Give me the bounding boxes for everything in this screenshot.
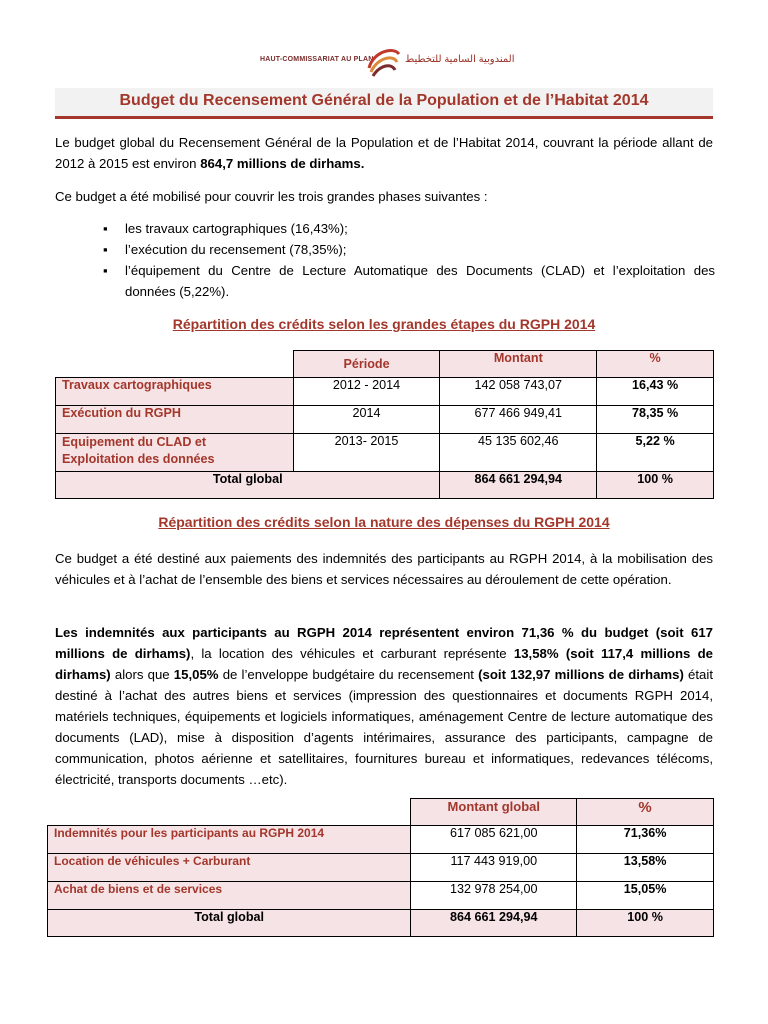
bullet-icon: ▪: [103, 263, 108, 278]
section2-paragraph-1: Ce budget a été destiné aux paiements des indemnités des participants au RGPH 2014, à la mobilisation des véhicules et à l’achat de l’ensemble des biens et services nécessaires au déroulement de cette opération.: [55, 551, 713, 587]
col-header-percent: %: [597, 351, 714, 378]
table-header-row: [48, 799, 714, 826]
table-row: [48, 826, 714, 854]
total-row: [48, 910, 714, 937]
total-row: [56, 472, 714, 499]
empty-cell: [56, 351, 294, 378]
row-label-line: Exploitation des données: [62, 452, 215, 466]
section2-heading: Répartition des crédits selon la nature des dépenses du RGPH 2014: [158, 514, 610, 530]
empty-cell: [48, 799, 411, 826]
table1-heading: Répartition des crédits selon les grandes étapes du RGPH 2014: [172, 316, 596, 332]
total-montant: 864 661 294,94: [411, 910, 577, 937]
table-row: [56, 378, 714, 406]
phases-list: [55, 218, 715, 302]
cell-montant: 132 978 254,00: [411, 882, 577, 910]
text-run: était destiné à l’achat des autres biens et services (impression des questionnaires et documents RGPH 2014, matériels techniques, équipements et logiciels informatiques, aménagement Centre de lecture automatique des documents (LAD), mise à disposition d’agents intérimaires, assurance des participants, campagne de communication, photos aérienne et satellitaires, fournitures bureau et informatiques, redevances télécoms, électricité, transports documents …etc).: [55, 667, 713, 787]
title-bar: [55, 88, 713, 119]
cell-percent: 13,58%: [577, 854, 714, 882]
cell-percent: 78,35 %: [597, 406, 714, 434]
text-run: alors que: [110, 667, 174, 682]
cell-montant: 45 135 602,46: [440, 434, 597, 472]
cell-periode: 2013- 2015: [293, 434, 440, 472]
logo-text-fr: HAUT-COMMISSARIAT AU PLAN: [260, 56, 374, 63]
cell-montant: 117 443 919,00: [411, 854, 577, 882]
text-run: de l’enveloppe budgétaire du recensement: [218, 667, 479, 682]
col-header-periode: Période: [293, 351, 440, 378]
section2-paragraph-2: [55, 622, 713, 790]
table-row: [48, 854, 714, 882]
table-header-row: [56, 351, 714, 378]
row-label-line: Equipement du CLAD et: [62, 435, 207, 449]
col-header-percent: %: [577, 799, 714, 826]
cell-percent: 16,43 %: [597, 378, 714, 406]
phases-intro: Ce budget a été mobilisé pour couvrir les trois grandes phases suivantes :: [55, 189, 488, 204]
list-item-text: l’équipement du Centre de Lecture Automatique des Documents (CLAD) et l’exploitation des données (5,22%).: [125, 263, 715, 299]
row-label: [56, 434, 294, 472]
bullet-icon: ▪: [103, 221, 108, 236]
list-item: [55, 260, 715, 302]
cell-percent: 71,36%: [577, 826, 714, 854]
total-percent: 100 %: [577, 910, 714, 937]
table-row: [48, 882, 714, 910]
total-label: Total global: [56, 472, 440, 499]
total-percent: 100 %: [597, 472, 714, 499]
intro-text: Le budget global du Recensement Général de la Population et de l’Habitat 2014, couvrant la période allant de 2012 à 2015 est environ: [55, 135, 713, 171]
list-item: [55, 218, 715, 239]
credits-by-stage-table: [55, 350, 714, 499]
logo-text-ar: المندوبية السامية للتخطيط: [405, 54, 515, 65]
row-label: Exécution du RGPH: [56, 406, 294, 434]
col-header-montant-global: Montant global: [411, 799, 577, 826]
hcp-emblem-icon: [363, 42, 403, 80]
intro-total: 864,7 millions de dirhams.: [200, 156, 365, 171]
indemnites-share: Les indemnités aux participants au RGPH 2014 représentent environ 71,36 % du budget (soit 617 millions de dirhams): [55, 625, 713, 661]
table-row: [56, 434, 714, 472]
cell-percent: 5,22 %: [597, 434, 714, 472]
cell-montant: 617 085 621,00: [411, 826, 577, 854]
row-label: Location de véhicules + Carburant: [48, 854, 411, 882]
row-label: Travaux cartographiques: [56, 378, 294, 406]
cell-percent: 15,05%: [577, 882, 714, 910]
table-row: [56, 406, 714, 434]
location-share: 13,58% (soit 117,4 millions de dirhams): [55, 646, 713, 682]
cell-montant: 142 058 743,07: [440, 378, 597, 406]
total-montant: 864 661 294,94: [440, 472, 597, 499]
list-item: [55, 239, 715, 260]
bullet-icon: ▪: [103, 242, 108, 257]
total-label: Total global: [48, 910, 411, 937]
text-run: , la location des véhicules et carburant représente: [190, 646, 514, 661]
row-label: Indemnités pour les participants au RGPH 2014: [48, 826, 411, 854]
biens-share-pct: 15,05%: [173, 667, 219, 682]
cell-periode: 2012 - 2014: [293, 378, 440, 406]
credits-by-nature-table: [47, 798, 714, 937]
page-title: Budget du Recensement Général de la Population et de l’Habitat 2014: [119, 92, 649, 109]
intro-paragraph: [55, 132, 713, 174]
list-item-text: l’exécution du recensement (78,35%);: [125, 242, 347, 257]
col-header-montant: Montant: [440, 351, 597, 378]
row-label: Achat de biens et de services: [48, 882, 411, 910]
list-item-text: les travaux cartographiques (16,43%);: [125, 221, 348, 236]
biens-share-amount: (soit 132,97 millions de dirhams): [478, 667, 684, 682]
cell-periode: 2014: [293, 406, 440, 434]
hcp-logo: [255, 42, 525, 82]
cell-montant: 677 466 949,41: [440, 406, 597, 434]
